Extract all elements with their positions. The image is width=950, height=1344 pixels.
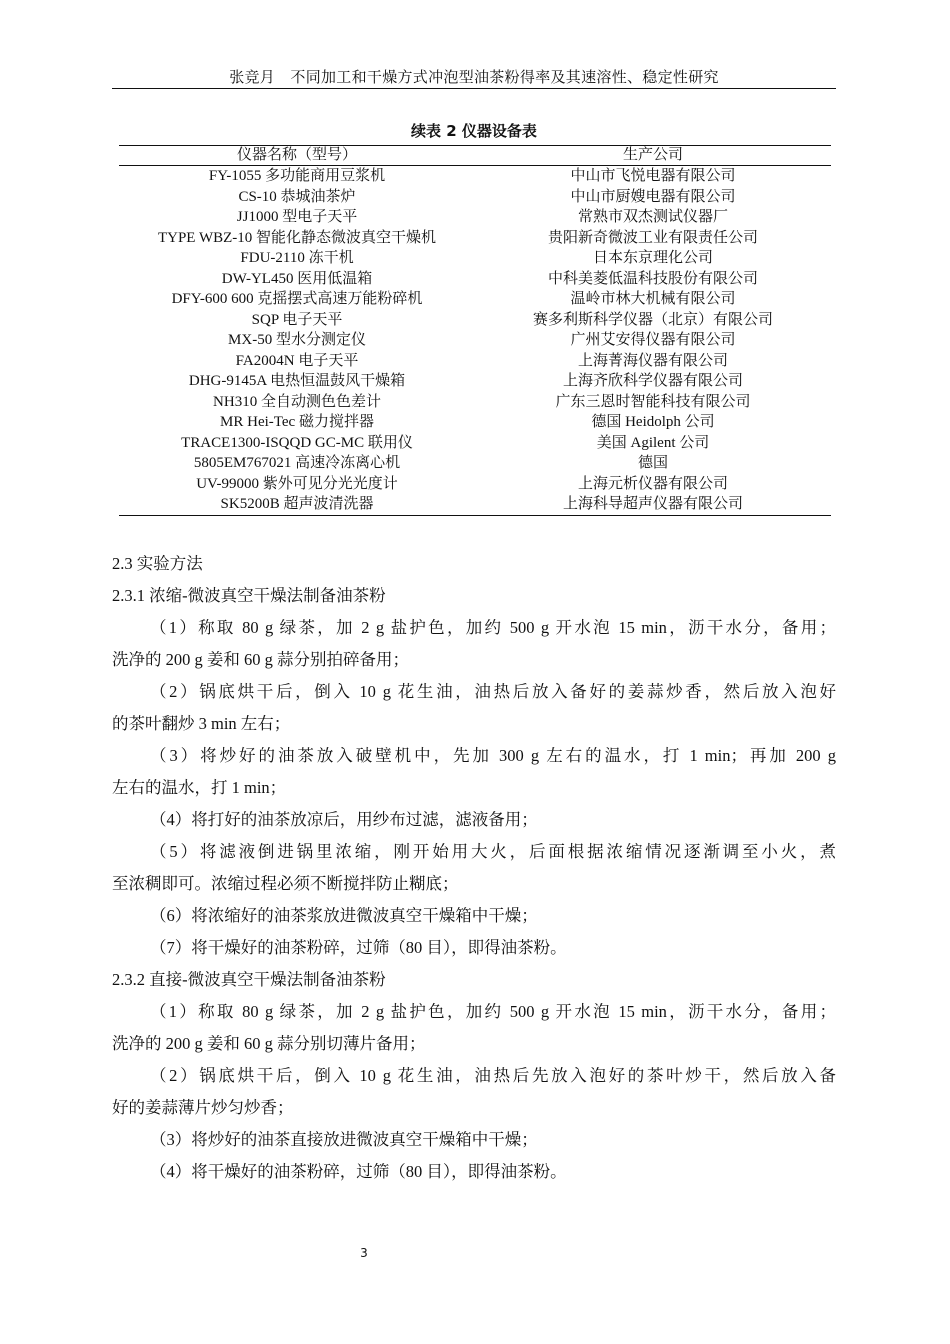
step-line: （4）将打好的油茶放凉后，用纱布过滤，滤液备用； (150, 810, 538, 829)
table-row (119, 474, 831, 495)
table-row (119, 207, 831, 228)
instrument-cell: UV-99000 紫外可见分光光度计 (196, 475, 398, 492)
instrument-cell: 5805EM767021 高速冷冻离心机 (193, 455, 401, 471)
manufacturer-cell: 赛多利斯科学仪器（北京）有限公司 (532, 311, 773, 328)
table-row (119, 269, 831, 290)
table-row (119, 289, 831, 310)
instrument-cell: FA2004N 电子天平 (235, 352, 359, 369)
instrument-cell: TYPE WBZ-10 智能化静态微波真空干燥机 (157, 229, 437, 246)
table-row (119, 412, 831, 433)
instrument-cell: CS-10 恭城油茶炉 (238, 188, 356, 205)
table-row (119, 228, 831, 249)
manufacturer-cell: 上海元析仪器有限公司 (577, 475, 728, 492)
manufacturer-cell: 广东三恩时智能科技有限公司 (555, 393, 751, 410)
step-line: （1）称取 80 g 绿茶，加 2 g 盐护色，加约 500 g 开水泡 15 min，沥干水分，备用； (150, 1002, 836, 1021)
running-header: 张竞月 不同加工和干燥方式冲泡型油茶粉得率及其速溶性、稳定性研究 (229, 68, 719, 86)
instrument-cell: DHG-9145A 电热恒温鼓风干燥箱 (188, 373, 406, 389)
step-line: （4）将干燥好的油茶粉碎，过筛（80 目），即得油茶粉。 (150, 1162, 567, 1181)
step-line: （2）锅底烘干后，倒入 10 g 花生油，油热后放入备好的姜蒜炒香，然后放入泡好 (150, 682, 836, 701)
section-heading-2-3: 2.3 实验方法 (112, 554, 203, 573)
manufacturer-cell: 德国 (637, 455, 668, 471)
manufacturer-cell: 中科美菱低温科技股份有限公司 (547, 270, 758, 287)
instrument-cell: NH310 全自动测色色差计 (213, 393, 381, 410)
table-row (119, 166, 831, 187)
manufacturer-cell: 常熟市双杰测试仪器厂 (577, 209, 728, 225)
table-row (119, 248, 831, 269)
instrument-cell: JJ1000 型电子天平 (236, 209, 358, 225)
instrument-cell: MX-50 型水分测定仪 (228, 332, 366, 348)
manufacturer-cell: 中山市飞悦电器有限公司 (570, 168, 736, 184)
step-line: （1）称取 80 g 绿茶，加 2 g 盐护色，加约 500 g 开水泡 15 min，沥干水分，备用； (150, 618, 836, 637)
equipment-table (119, 145, 831, 516)
column-header-instrument: 仪器名称（型号） (236, 147, 357, 163)
table-row (119, 330, 831, 351)
subsection-heading-2-3-2: 2.3.2 直接-微波真空干燥法制备油茶粉 (112, 970, 386, 989)
column-header-manufacturer: 生产公司 (622, 147, 683, 163)
step-line: （6）将浓缩好的油茶浆放进微波真空干燥箱中干燥； (150, 906, 538, 925)
table-row (119, 494, 831, 515)
step-line: 好的姜蒜薄片炒匀炒香； (112, 1098, 294, 1117)
instrument-cell: FY-1055 多功能商用豆浆机 (208, 168, 386, 184)
step-line: （7）将干燥好的油茶粉碎，过筛（80 目），即得油茶粉。 (150, 938, 567, 957)
step-line: （5）将滤液倒进锅里浓缩，刚开始用大火，后面根据浓缩情况逐渐调至小火，煮 (150, 842, 836, 861)
step-line: 洗净的 200 g 姜和 60 g 蒜分别切薄片备用； (112, 1034, 426, 1053)
instrument-cell: SK5200B 超声波清洗器 (220, 496, 374, 512)
instrument-cell: DFY-600 600 克摇摆式高速万能粉碎机 (171, 291, 423, 307)
table-header-row (119, 146, 831, 165)
manufacturer-cell: 德国 Heidolph 公司 (591, 414, 715, 430)
table-row (119, 310, 831, 331)
instrument-cell: SQP 电子天平 (251, 311, 343, 328)
table-row (119, 392, 831, 413)
step-line: 洗净的 200 g 姜和 60 g 蒜分别拍碎备用； (112, 650, 409, 669)
table-bottom-rule (119, 515, 831, 516)
table-row (119, 371, 831, 392)
manufacturer-cell: 上海科导超声仪器有限公司 (562, 496, 743, 512)
manufacturer-cell: 上海齐欣科学仪器有限公司 (562, 373, 743, 389)
step-line: 左右的温水，打 1 min； (112, 778, 287, 797)
manufacturer-cell: 上海菁海仪器有限公司 (577, 352, 728, 369)
instrument-cell: MR Hei-Tec 磁力搅拌器 (220, 414, 374, 430)
table-row (119, 187, 831, 208)
step-line: 的茶叶翻炒 3 min 左右； (112, 714, 291, 733)
page-number: 3 (360, 1246, 368, 1260)
table-row (119, 433, 831, 454)
subsection-heading-2-3-1: 2.3.1 浓缩-微波真空干燥法制备油茶粉 (112, 586, 386, 605)
manufacturer-cell: 贵阳新奇微波工业有限责任公司 (547, 229, 758, 246)
step-line: （3）将炒好的油茶直接放进微波真空干燥箱中干燥； (150, 1130, 538, 1149)
table-caption: 续表 2 仪器设备表 (411, 122, 537, 140)
manufacturer-cell: 中山市厨嫂电器有限公司 (570, 188, 736, 205)
table-body (119, 166, 831, 515)
manufacturer-cell: 日本东京理化公司 (592, 250, 713, 266)
header-rule (112, 88, 836, 89)
step-line: 至浓稠即可。浓缩过程必须不断搅拌防止糊底； (112, 874, 459, 893)
instrument-cell: FDU-2110 冻干机 (240, 250, 354, 266)
body-text (112, 548, 836, 1188)
instrument-cell: TRACE1300-ISQQD GC-MC 联用仪 (181, 434, 413, 451)
manufacturer-cell: 温岭市林大机械有限公司 (570, 291, 736, 307)
table-row (119, 351, 831, 372)
instrument-cell: DW-YL450 医用低温箱 (221, 270, 373, 287)
table-row (119, 453, 831, 474)
manufacturer-cell: 广州艾安得仪器有限公司 (570, 332, 736, 348)
step-line: （3）将炒好的油茶放入破壁机中，先加 300 g 左右的温水，打 1 min；再加 200 g (150, 746, 836, 765)
manufacturer-cell: 美国 Agilent 公司 (596, 434, 710, 451)
step-line: （2）锅底烘干后，倒入 10 g 花生油，油热后先放入泡好的茶叶炒干，然后放入备 (150, 1066, 836, 1085)
